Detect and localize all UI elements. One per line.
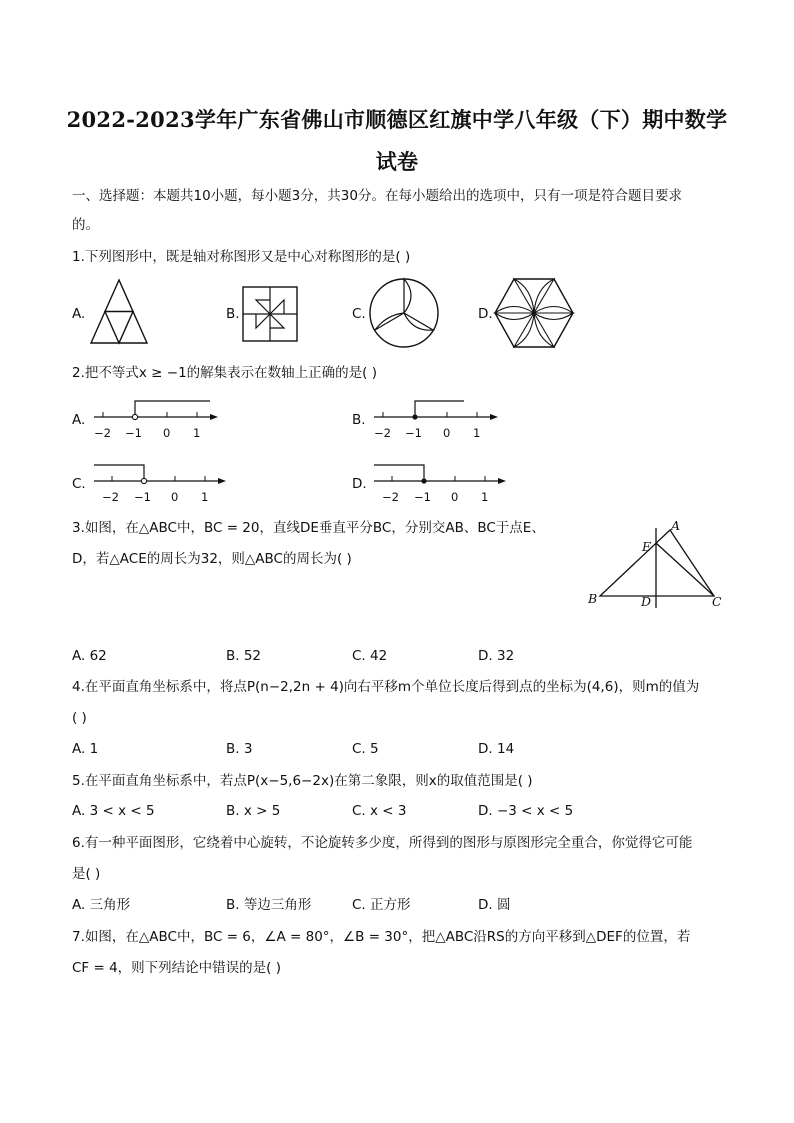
q5-stem: 5.在平面直角坐标系中，若点P(x−5,6−2x)在第二象限，则x的取值范围是( ) bbox=[72, 773, 533, 789]
q2-numberline-d bbox=[372, 460, 508, 506]
q6-stem-line1: 6.有一种平面图形，它绕着中心旋转，不论旋转多少度，所得到的图形与原图形完全重合，你觉得它可能 bbox=[72, 835, 693, 851]
q2d-tick-0: 0 bbox=[451, 490, 459, 504]
q2a-tick-0: 0 bbox=[163, 426, 171, 440]
q2d-tick-m2: −2 bbox=[382, 490, 399, 504]
q4-option-c: C. 5 bbox=[352, 741, 379, 757]
q4-option-b: B. 3 bbox=[226, 741, 253, 757]
q2-label-a: A. bbox=[72, 412, 86, 428]
q1-figure-b-pinwheel bbox=[242, 286, 298, 342]
q6-option-b: B. 等边三角形 bbox=[226, 897, 312, 913]
q5-option-d: D. −3 < x < 5 bbox=[478, 803, 574, 819]
q2c-tick-m2: −2 bbox=[102, 490, 119, 504]
q3-label-b: B bbox=[588, 591, 598, 606]
section-instructions-line1: 一、选择题：本题共10小题，每小题3分，共30分。在每小题给出的选项中，只有一项是符合题目要求 bbox=[72, 188, 682, 204]
q6-option-d: D. 圆 bbox=[478, 897, 511, 913]
q1-label-d: D. bbox=[478, 306, 493, 322]
q1-label-a: A. bbox=[72, 306, 86, 322]
q2a-tick-1: 1 bbox=[193, 426, 201, 440]
exam-title-line1: 2022-2023学年广东省佛山市顺德区红旗中学八年级（下）期中数学 bbox=[66, 107, 728, 132]
q5-option-c: C. x < 3 bbox=[352, 803, 407, 819]
q6-option-a: A. 三角形 bbox=[72, 897, 131, 913]
q3-label-d: D bbox=[641, 594, 652, 609]
q2c-tick-m1: −1 bbox=[134, 490, 151, 504]
q7-stem-line1: 7.如图，在△ABC中，BC = 6，∠A = 80°，∠B = 30°，把△ABC沿RS的方向平移到△DEF的位置，若 bbox=[72, 929, 691, 945]
q1-stem: 1.下列图形中，既是轴对称图形又是中心对称图形的是( ) bbox=[72, 249, 411, 265]
q2b-tick-m1: −1 bbox=[405, 426, 422, 440]
q2b-tick-0: 0 bbox=[443, 426, 451, 440]
q4-stem-line1: 4.在平面直角坐标系中，将点P(n−2,2n + 4)向右平移m个单位长度后得到点的坐标为(4,6)，则m的值为 bbox=[72, 679, 700, 695]
q2b-tick-m2: −2 bbox=[374, 426, 391, 440]
q4-stem-line2: ( ) bbox=[72, 710, 87, 726]
q2-label-d: D. bbox=[352, 476, 367, 492]
q1-label-c: C. bbox=[352, 306, 366, 322]
q3-stem-line2: D，若△ACE的周长为32，则△ABC的周长为( ) bbox=[72, 551, 352, 567]
q3-triangle-figure bbox=[586, 518, 726, 614]
q6-stem-line2: 是( ) bbox=[72, 866, 101, 882]
q2-stem: 2.把不等式x ≥ −1的解集表示在数轴上正确的是( ) bbox=[72, 365, 377, 381]
q3-label-c: C bbox=[712, 594, 722, 609]
q2d-tick-1: 1 bbox=[481, 490, 489, 504]
q2c-tick-1: 1 bbox=[201, 490, 209, 504]
q7-stem-line2: CF = 4，则下列结论中错误的是( ) bbox=[72, 960, 281, 976]
q4-option-a: A. 1 bbox=[72, 741, 99, 757]
q1-figure-d-hexagon-flower bbox=[494, 278, 574, 348]
q2-label-c: C. bbox=[72, 476, 86, 492]
q3-option-b: B. 52 bbox=[226, 648, 262, 664]
q1-figure-c-circle-blades bbox=[368, 277, 440, 349]
exam-title-line2: 试卷 bbox=[375, 149, 419, 174]
q5-option-b: B. x > 5 bbox=[226, 803, 281, 819]
q2-label-b: B. bbox=[352, 412, 366, 428]
q3-stem-line1: 3.如图，在△ABC中，BC = 20，直线DE垂直平分BC，分别交AB、BC于点E、 bbox=[72, 520, 545, 536]
q2-numberline-c bbox=[92, 460, 228, 506]
q2c-tick-0: 0 bbox=[171, 490, 179, 504]
q2a-tick-m2: −2 bbox=[94, 426, 111, 440]
q3-option-d: D. 32 bbox=[478, 648, 515, 664]
q2d-tick-m1: −1 bbox=[414, 490, 431, 504]
q6-option-c: C. 正方形 bbox=[352, 897, 411, 913]
q1-label-b: B. bbox=[226, 306, 240, 322]
q5-option-a: A. 3 < x < 5 bbox=[72, 803, 155, 819]
section-instructions-line2: 的。 bbox=[72, 217, 99, 233]
q4-option-d: D. 14 bbox=[478, 741, 515, 757]
q2a-tick-m1: −1 bbox=[125, 426, 142, 440]
q2-numberline-a bbox=[92, 396, 220, 442]
q3-label-a: A bbox=[671, 518, 681, 533]
q2b-tick-1: 1 bbox=[473, 426, 481, 440]
q3-option-c: C. 42 bbox=[352, 648, 388, 664]
q3-label-e: E bbox=[642, 539, 652, 554]
q2-numberline-b bbox=[372, 396, 500, 442]
q3-option-a: A. 62 bbox=[72, 648, 107, 664]
q1-figure-a-triangle bbox=[88, 277, 150, 345]
